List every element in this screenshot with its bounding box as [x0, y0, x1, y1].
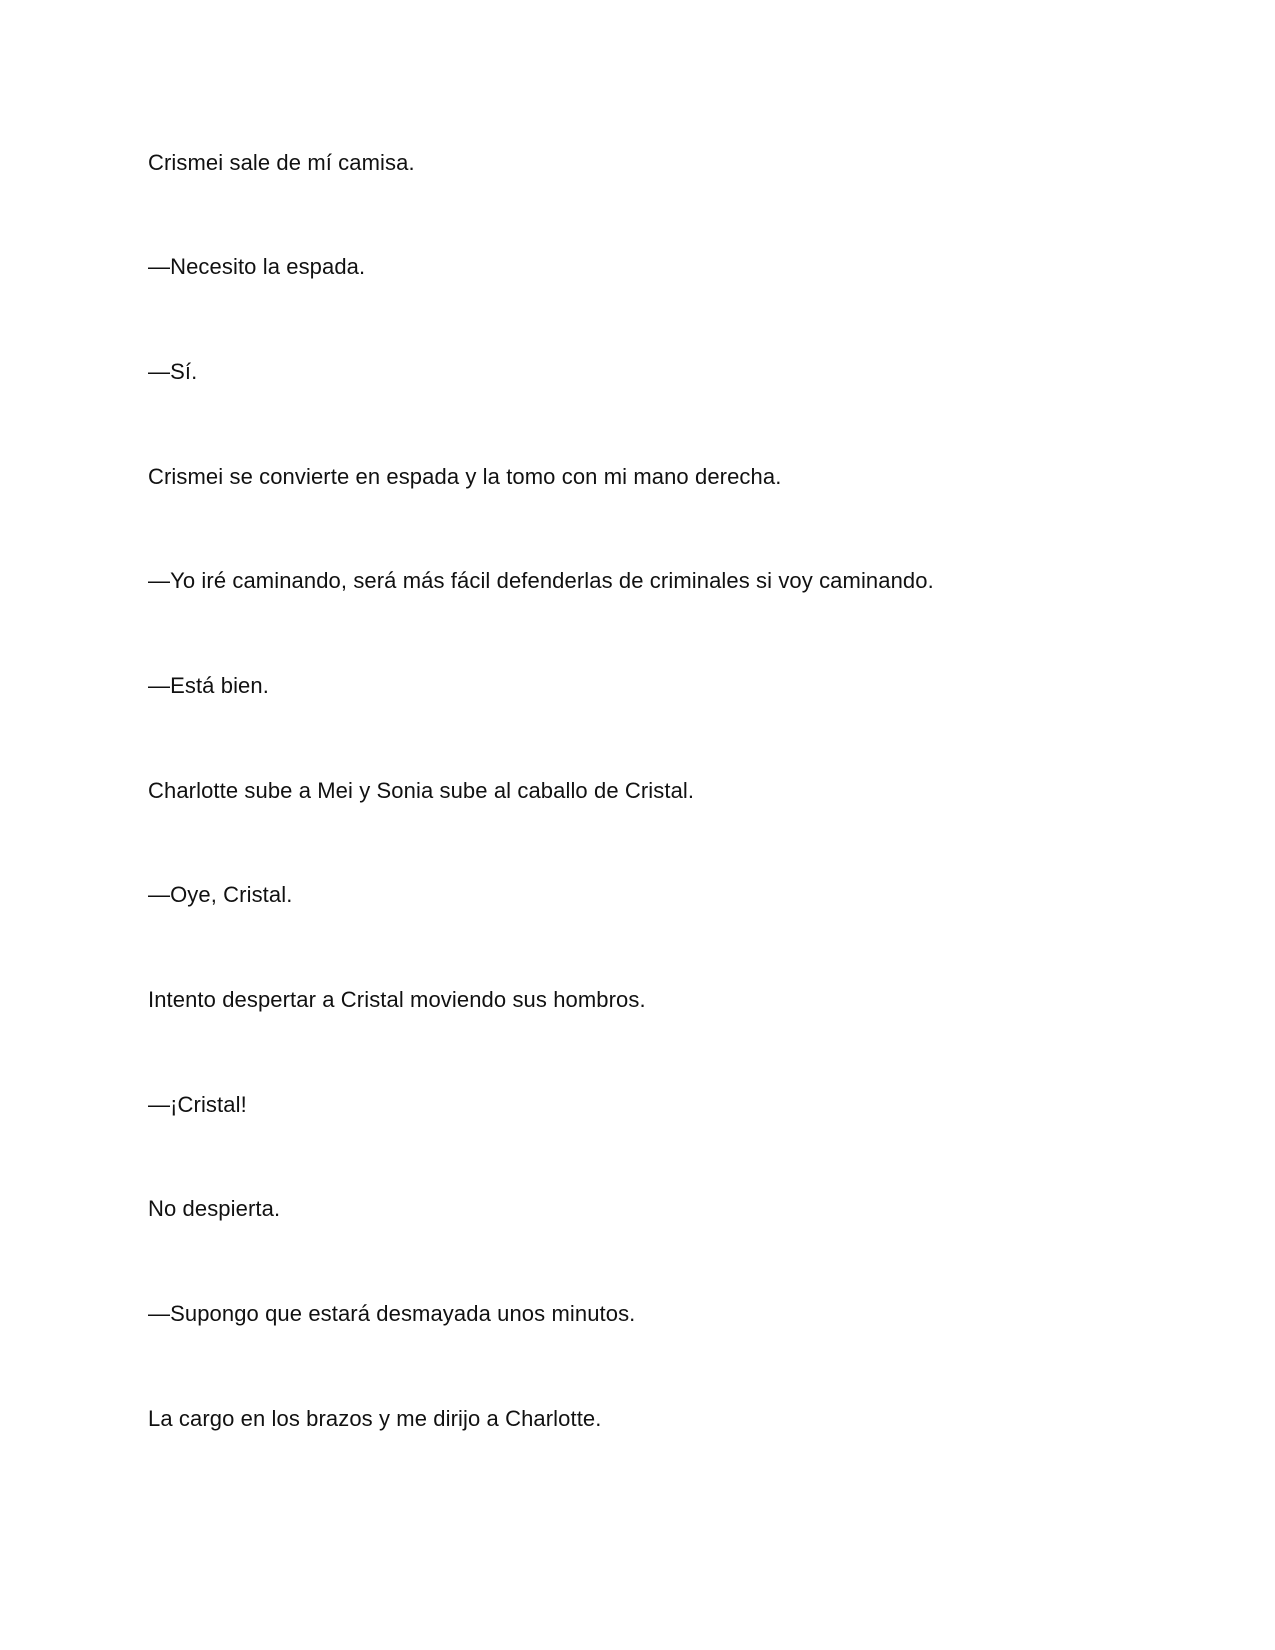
paragraph: Crismei sale de mí camisa.: [148, 150, 415, 175]
paragraph: —Yo iré caminando, será más fácil defenderlas de criminales si voy caminando.: [148, 568, 934, 593]
paragraph: —Necesito la espada.: [148, 254, 366, 279]
paragraph: —¡Cristal!: [148, 1092, 247, 1117]
paragraph: —Oye, Cristal.: [148, 882, 293, 907]
paragraph: Charlotte sube a Mei y Sonia sube al caballo de Cristal.: [148, 778, 695, 803]
paragraph: La cargo en los brazos y me dirijo a Charlotte.: [148, 1406, 602, 1431]
paragraph: Crismei se convierte en espada y la tomo con mi mano derecha.: [148, 464, 782, 489]
paragraph: —Sí.: [148, 359, 198, 384]
paragraph: Intento despertar a Cristal moviendo sus hombros.: [148, 987, 646, 1012]
paragraph: —Supongo que estará desmayada unos minutos.: [148, 1301, 636, 1326]
paragraph: No despierta.: [148, 1196, 281, 1221]
paragraph: —Está bien.: [148, 673, 269, 698]
